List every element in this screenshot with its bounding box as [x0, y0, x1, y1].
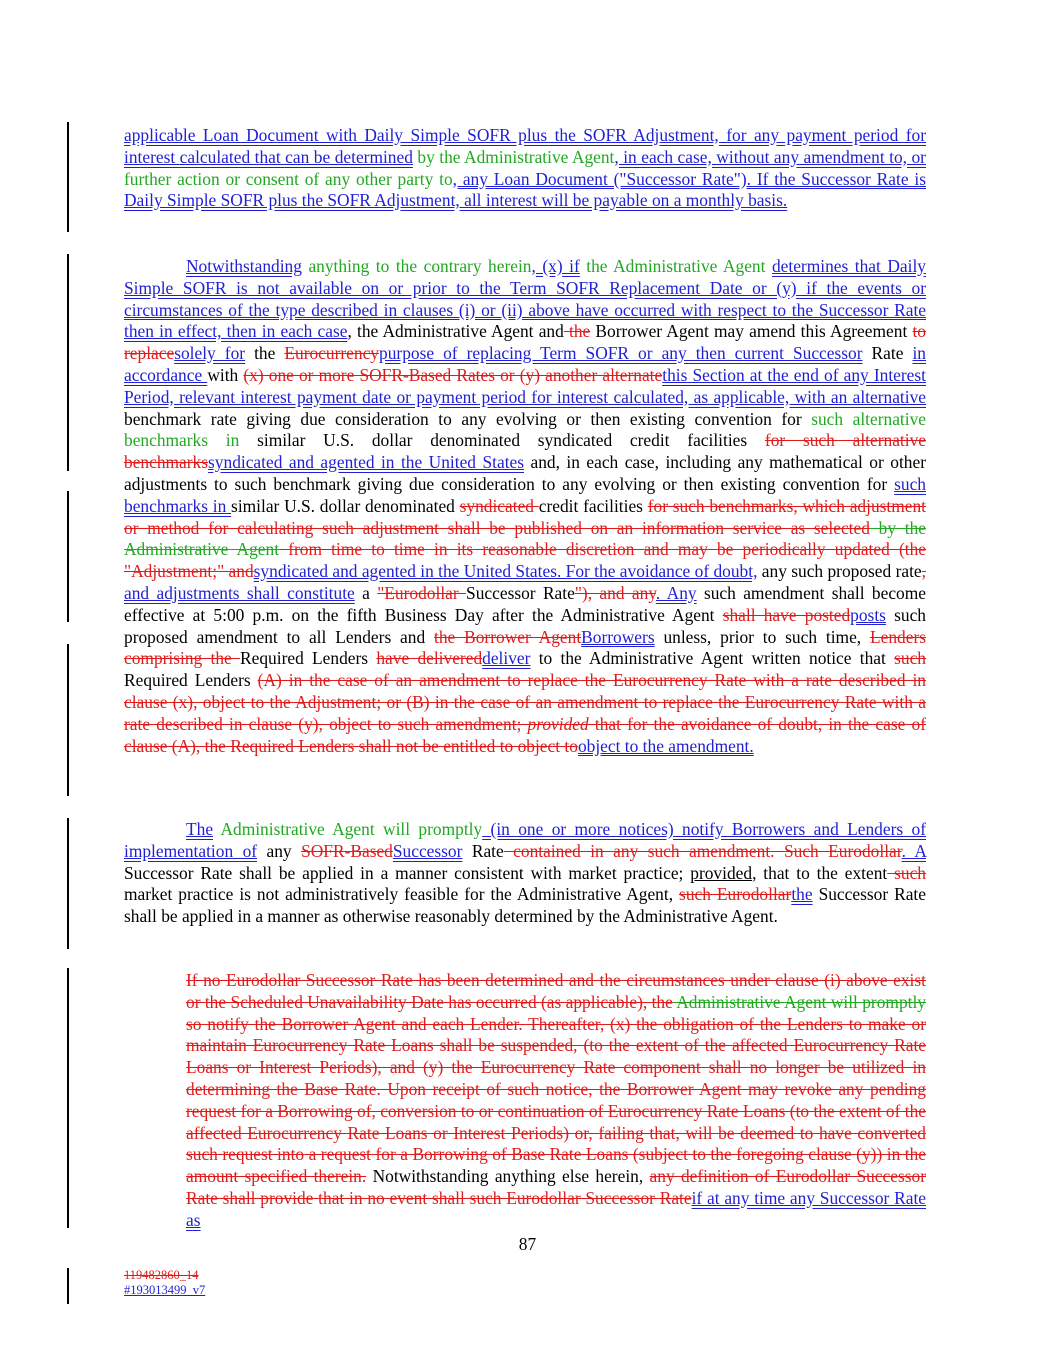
moved-deleted-text: by the Administrative Agent [124, 517, 926, 560]
text-run: with [207, 364, 244, 385]
inserted-text: and adjustments shall constitute [124, 582, 355, 603]
inserted-text: posts [850, 604, 886, 625]
deleted-text: any definition of Eurodollar Successor Rate shall provide that in no event shall such Eurodollar Successor Rate [186, 1166, 926, 1208]
deleted-text: that for the avoidance of doubt, in the case of clause (A), the Required Lenders shall not be entitled to object to [124, 713, 926, 756]
deleted-text: Eurocurrency [284, 343, 380, 364]
inserted-text: syndicated and agented in the United States [208, 452, 525, 473]
moved-text: further action or consent of any other party to [124, 168, 453, 189]
change-bar [67, 254, 69, 471]
deleted-text: such [894, 648, 926, 669]
document-footer [124, 1268, 205, 1298]
text-run: Successor Rate shall be applied in a manner consistent with market practice; [124, 862, 691, 883]
deleted-text: provided [527, 713, 589, 734]
inserted-text: Borrowers [581, 626, 655, 647]
moved-deleted-text: Administrative Agent will promptly [672, 991, 926, 1012]
text-run: such amendment shall become effective at 5:00 p.m. on the fifth Business Day after the Administrative Agent [124, 582, 926, 625]
change-bar [67, 491, 69, 622]
text-run: Notwithstanding anything else herein, [366, 1166, 650, 1187]
deleted-text: (x) one or more SOFR-Based Rates or (y) another alternate [243, 364, 663, 385]
inserted-text: , in each case, without any amendment to, or [614, 146, 926, 167]
inserted-text: object to the amendment. [577, 735, 754, 756]
paragraph-successor-rate-continuation [124, 125, 926, 212]
deleted-text: shall have posted [722, 604, 851, 625]
text-run: any [257, 840, 302, 861]
text-run: , that to the extent [752, 862, 888, 883]
inserted-text: the [791, 884, 813, 905]
moved-text: by the Administrative Agent [412, 146, 615, 167]
inserted-text: . A [901, 840, 927, 861]
change-bar [67, 644, 69, 796]
inserted-text: , (x) if [531, 256, 580, 276]
inserted-text: determines that Daily Simple SOFR is not available on or prior to the Term SOFR Replacement Date or (y) if the events or circumstances of the type described in clauses (i) or (ii) above have occurred with respect to the Successor Rate then in effect, then in each case [124, 256, 926, 342]
text-run: market practice is not administratively feasible for the Administrative Agent, [124, 884, 680, 905]
text-run: Borrower Agent may amend this Agreement [590, 321, 913, 342]
inserted-text: in accordance [124, 343, 926, 385]
text-run: similar U.S. dollar denominated syndicated credit facilities [257, 430, 765, 451]
text-run: any such proposed rate [757, 561, 922, 582]
inserted-text: Notwithstanding [186, 256, 302, 276]
moved-text: the Administrative Agent [579, 256, 772, 276]
paragraph-implementation-notice [124, 819, 926, 928]
underlined-text: provided [690, 862, 753, 883]
text-run: Successor Rate [466, 582, 575, 603]
inserted-text: if at any time any Successor Rate as [186, 1187, 926, 1230]
inserted-text: applicable Loan Document with Daily Simple SOFR plus the SOFR Adjustment, for any payment period for interest calculated that can be determined [124, 125, 926, 167]
inserted-text: (in one or more notices) notify Borrowers and Lenders of implementation of [124, 819, 926, 861]
deleted-text: If no Eurodollar Successor Rate has been determined and the circumstances under clause (i) above exist or the Scheduled Unavailability Date has occurred (as applicable), the [186, 970, 926, 1012]
moved-text: Administrative Agent will promptly [213, 819, 483, 839]
deleted-text: from time to time in its reasonable discretion and may be periodically updated (the "Adjustment;" and [124, 539, 927, 582]
deleted-text: so notify the Borrower Agent and each Lender. Thereafter, (x) the obligation of the Lenders to make or maintain Eurocurrency Rate Loans shall be suspended, (to the extent of the affected Eurocurrency Rate Loans or Interest Periods), and (y) the Eurocurrency Rate component shall no longer be utilized in determining the Base Rate. Upon receipt of such notice, the Borrower Agent may revoke any pending request for a Borrowing of, conversion to or continuation of Eurocurrency Rate Loans (to the extent of the affected Eurocurrency Rate Loans or Interest Periods) or, failing that, will be deemed to have converted such request into a request for a Borrowing of Base Rate Loans (subject to the foregoing clause (y)) in the amount specified therein. [186, 1013, 926, 1187]
text-run: such proposed amendment to all Lenders and [124, 604, 926, 647]
deleted-text: (A) in the case of an amendment to replace the Eurocurrency Rate with a rate described in clause (x), object to the Adjustment; or (B) in the case of an amendment to replace the Eurocurrency Rate with a rate described in clause (y), object to such amendment; [124, 670, 926, 734]
text-run: Rate [462, 840, 504, 861]
text-run: unless, prior to such time, [654, 626, 870, 647]
change-bar [67, 968, 69, 1228]
text-run: credit facilities [538, 495, 648, 516]
inserted-text: such benchmarks in [124, 473, 926, 516]
text-run: the [245, 343, 285, 364]
deleted-text: have delivered [376, 648, 483, 669]
text-run: to the Administrative Agent written notice that [530, 648, 895, 669]
deleted-text: for such alternative benchmarks [124, 430, 926, 473]
inserted-text: Successor [392, 840, 463, 861]
deleted-text: SOFR-Based [301, 840, 393, 861]
text-run: Rate [862, 343, 913, 364]
text-run: a [354, 582, 378, 603]
inserted-text: solely for [174, 343, 246, 364]
deleted-text: such Eurodollar [679, 884, 792, 905]
inserted-text: , any Loan Document ("Successor Rate"). If the Successor Rate is Daily Simple SOFR plus the SOFR Adjustment, all interest will be payable on a monthly basis. [124, 168, 926, 211]
moved-text: such alternative benchmarks in [124, 408, 926, 451]
inserted-text: syndicated and agented in the United States. For the avoidance of doubt, [253, 561, 758, 582]
change-bar [67, 818, 69, 949]
text-run: benchmark rate giving due consideration to any evolving or then existing convention for [124, 408, 812, 429]
paragraph-notwithstanding-amendment [124, 256, 926, 757]
old-document-id: 119482860_14 [124, 1268, 199, 1282]
paragraph-deleted-eurodollar-provision [186, 970, 926, 1232]
text-run: Successor Rate shall be applied in a manner as otherwise reasonably determined by the Administrative Agent. [124, 884, 926, 927]
deleted-text: , [921, 561, 926, 582]
deleted-text: the [563, 321, 591, 342]
new-document-id: #193013499_v7 [124, 1283, 206, 1297]
deleted-text: Lenders comprising the [124, 626, 927, 669]
text-run: similar U.S. dollar denominated [231, 495, 460, 516]
text-run: Required Lenders [240, 648, 377, 669]
inserted-text: this Section at the end of any Interest Period, relevant interest payment date or payment period for interest calculated, as applicable, with an alternative [124, 364, 927, 407]
inserted-text: deliver [482, 648, 531, 669]
deleted-text: "), and any [574, 582, 656, 603]
change-bar [67, 1268, 69, 1304]
deleted-text: "Eurodollar [377, 582, 467, 603]
inserted-text: purpose of replacing Term SOFR or any then current Successor [379, 343, 863, 364]
deleted-text: syndicated [459, 495, 539, 516]
deleted-text: contained in any such amendment. Such Eurodollar [503, 840, 902, 861]
deleted-text: for such benchmarks, which adjustment or method for calculating such adjustment shall be published on an information service as selected [124, 495, 927, 538]
change-bar [67, 122, 69, 232]
text-run: , the Administrative Agent and [347, 321, 564, 342]
page-number: 87 [518, 1234, 537, 1254]
inserted-text: . Any [655, 582, 697, 603]
moved-text: anything to the contrary herein [301, 256, 532, 276]
deleted-text: the Borrower Agent [434, 626, 582, 647]
deleted-text: to replace [124, 321, 926, 364]
deleted-text: such [887, 862, 926, 883]
text-run: Required Lenders [124, 670, 258, 691]
inserted-text: The [186, 819, 214, 839]
text-run: and, in each case, including any mathematical or other adjustments to such benchmark giving due consideration to any evolving or then existing convention for [124, 452, 926, 494]
